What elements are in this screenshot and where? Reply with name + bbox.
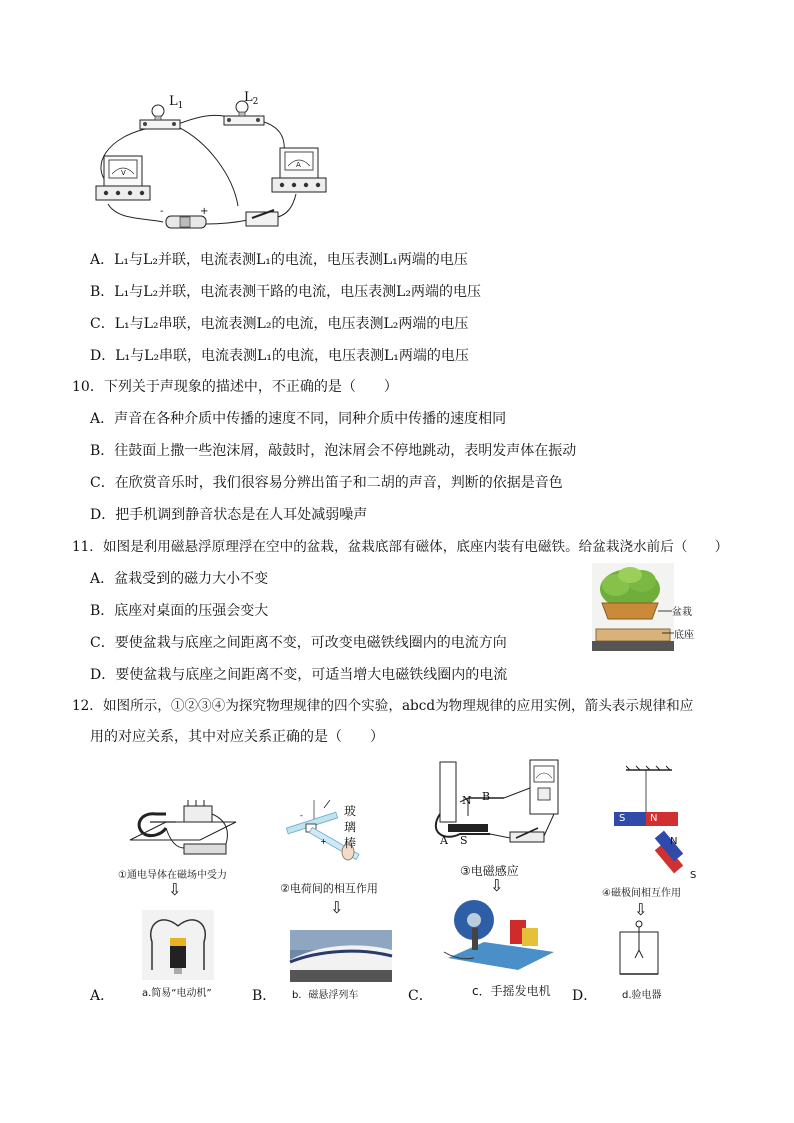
option-text: 声音在各种介质中传播的速度不同，同种介质中传播的速度相同 [114,411,507,427]
bulb-l2-letter: L [244,90,253,105]
q9-option-b [90,282,481,302]
q11-option-c [90,633,507,653]
option-b-letter: B． [252,988,277,1004]
application-b-image [290,930,392,982]
option-letter: A． [90,571,115,587]
experiment-2-caption: ②电荷间的相互作用 [280,882,378,895]
q9-option-c [90,314,468,334]
application-d-image [616,920,662,978]
option-letter: B． [90,603,115,619]
bulb-l1-label [169,94,183,111]
electroscope-image [616,920,662,978]
option-text: 把手机调到静音状态是在人耳处减弱噪声 [115,507,368,523]
application-a-caption: a.简易“电动机” [142,988,212,999]
option-letter: D． [90,507,116,523]
bulb-l2-label [244,90,258,107]
q10-option-a [90,409,506,429]
option-text: 盆栽受到的磁力大小不变 [114,571,269,587]
application-d-caption: d.验电器 [622,990,662,1001]
simple-motor-image [142,910,214,980]
rod-label-1: 玻 [344,804,357,818]
down-arrow-1: ⇩ [168,880,182,899]
rod-label-2: 璃 [344,820,357,834]
q11-option-d [90,665,507,685]
application-c-image [444,898,554,972]
maglev-train-image [290,930,392,982]
option-text: L₁与L₂串联，电流表测L₂的电流，电压表测L₂两端的电压 [114,316,469,332]
rod-label-3: 棒 [344,836,357,850]
option-d-letter: D． [572,988,598,1004]
base-label: 底座 [674,630,694,641]
option-c-letter: C． [408,988,433,1004]
option-text: L₁与L₂串联，电流表测L₁的电流，电压表测L₁两端的电压 [115,348,469,364]
application-b-caption: b．磁悬浮列车 [292,990,359,1001]
pot-label: 盆栽 [672,607,692,618]
battery-plus: + [200,206,209,217]
option-letter: C． [90,316,115,332]
magnet-1-n: N [650,813,658,824]
q11-stem: 11．如图是利用磁悬浮原理浮在空中的盆栽，盆栽底部有磁体，底座内装有电磁铁。给盆栽浇水前后（ ） [72,539,729,555]
option-letter: D． [90,667,116,683]
bulb-l2-sub: 2 [252,97,259,107]
floating-plant-image [592,563,674,651]
q10-option-d [90,505,367,525]
induction-diagram [434,758,558,852]
magnet-2-s: S [690,870,697,881]
option-letter: C． [90,475,115,491]
conductor-b-label: B [482,790,491,803]
down-arrow-3: ⇩ [490,876,504,895]
circuit-figure [88,90,328,238]
battery-minus: - [160,206,164,217]
option-text: 要使盆栽与底座之间距离不变，可改变电磁铁线圈内的电流方向 [114,635,507,651]
option-letter: B． [90,284,115,300]
q12-stem-line2: 用的对应关系，其中对应关系正确的是（ ） [90,729,384,745]
q9-option-d [90,346,469,366]
q10-stem: 10．下列关于声现象的描述中，不正确的是（ ） [72,379,398,395]
option-letter: A． [90,411,115,427]
magnet-1-s: S [619,813,626,824]
option-text: 要使盆栽与底座之间距离不变，可适当增大电磁铁线圈内的电流 [115,667,508,683]
motor-principle-diagram [126,800,238,860]
q12-stem-line1: 12．如图所示，①②③④为探究物理规律的四个实验，abcd为物理规律的应用实例，箭头表示规律和应 [72,698,694,714]
q11-option-a [90,569,268,589]
experiment-1-figure [126,800,238,860]
q11-option-b [90,601,268,621]
magnet-n-label: N [462,794,472,807]
svg-text:-: - [300,811,303,820]
option-letter: D． [90,348,116,364]
application-a-image [142,910,214,980]
ammeter-symbol: A [296,161,301,169]
bulb-l1-letter: L [169,94,178,109]
experiment-3-caption: ③电磁感应 [460,864,519,878]
option-text: L₁与L₂并联，电流表测L₁的电流，电压表测L₁两端的电压 [114,252,468,268]
option-letter: B． [90,443,115,459]
experiment-3-figure [434,758,558,852]
magnet-s-label: S [460,834,468,847]
experiment-4-caption: ④磁极间相互作用 [602,888,681,899]
application-c-caption: c．手摇发电机 [472,984,551,998]
svg-text:+: + [320,837,327,846]
option-text: 底座对桌面的压强会变大 [114,603,269,619]
conductor-a-label: A [440,834,448,847]
voltmeter-symbol: V [121,169,126,177]
option-text: L₁与L₂并联，电流表测干路的电流，电压表测L₂两端的电压 [114,284,482,300]
hand-generator-image [444,898,554,972]
option-a-letter: A． [90,988,115,1004]
option-text: 在欣赏音乐时，我们很容易分辨出笛子和二胡的声音，判断的依据是音色 [114,475,563,491]
q10-option-c [90,473,563,493]
option-text: 往鼓面上撒一些泡沫屑，敲鼓时，泡沫屑会不停地跳动，表明发声体在振动 [114,443,577,459]
bulb-l1-sub: 1 [177,101,184,111]
down-arrow-2: ⇩ [330,898,344,917]
option-letter: C． [90,635,115,651]
down-arrow-4: ⇩ [634,900,648,919]
magnet-2-n: N [670,836,678,847]
q9-option-a [90,250,468,270]
option-letter: A． [90,252,115,268]
q10-option-b [90,441,576,461]
floating-plant-figure [592,563,674,651]
experiment-1-caption: ①通电导体在磁场中受力 [118,870,227,881]
